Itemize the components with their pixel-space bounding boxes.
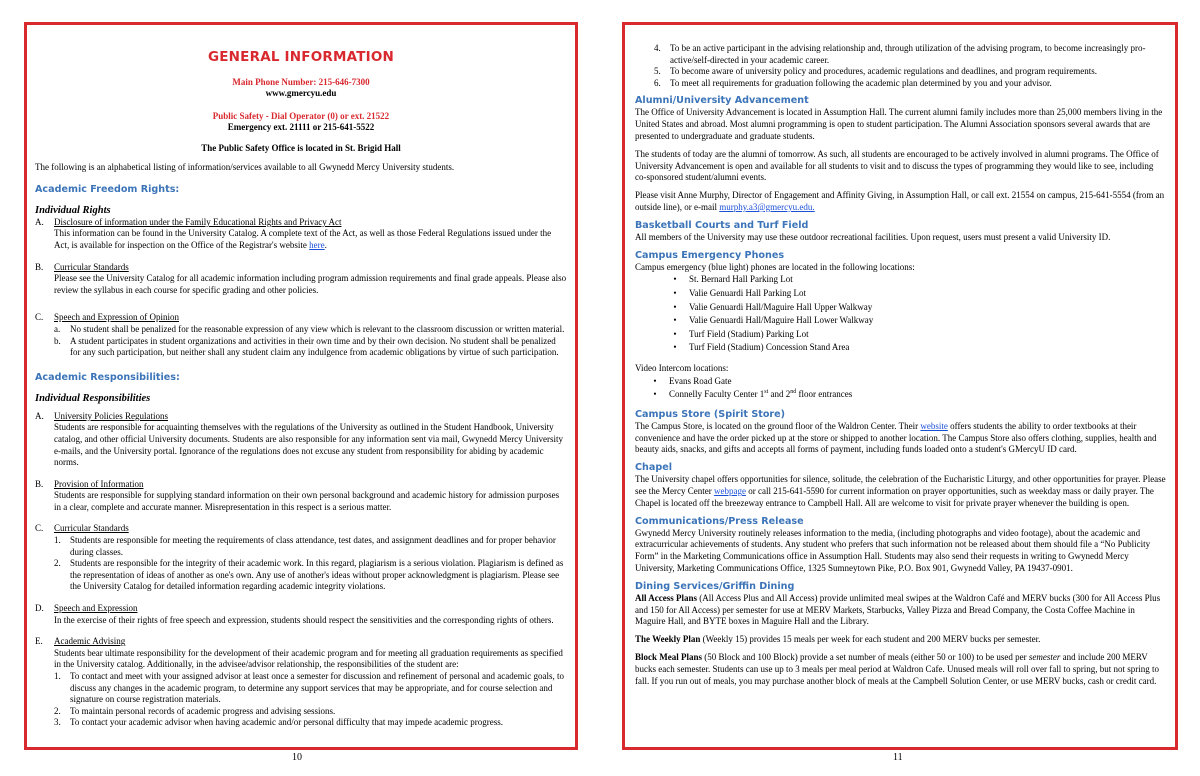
list-item: [671, 341, 1167, 355]
registrar-here-link[interactable]: here: [309, 239, 325, 250]
list-item-text: St. Bernard Hall Parking Lot: [689, 274, 793, 285]
list-item-text: Turf Field (Stadium) Parking Lot: [689, 328, 809, 339]
bullet-icon: •: [673, 342, 677, 353]
list-marker: 1.: [54, 671, 61, 682]
list-marker: C.: [35, 312, 44, 323]
list-marker: B.: [35, 478, 44, 489]
alumni-p2: The students of today are the alumni of tomorrow. As such, all students are encouraged to be actively involved in alumni programs. The Office of University Advancement is open and available for all students to visit and to discuss the types of programming they would like to see, including co-sponsored student/alumni events.: [635, 148, 1159, 183]
basketball-heading: Basketball Courts and Turf Field: [635, 219, 809, 231]
bold-text: Block Meal Plans: [635, 652, 702, 663]
bullet-icon: •: [673, 274, 677, 285]
sub-item-text: To contact your academic advisor when having academic and/or personal difficulty that may impede academic progress.: [70, 717, 504, 728]
list-item-text: Valie Genuardi Hall Parking Lot: [689, 287, 806, 298]
bold-text: All Access Plans: [635, 592, 697, 603]
resp-item-c: [35, 523, 567, 535]
sub-item: [35, 336, 567, 359]
bullet-icon: •: [673, 315, 677, 326]
list-marker: C.: [35, 523, 44, 534]
sub-item: [35, 706, 567, 718]
sub-item-text: No student shall be penalized for the reasonable expression of any view which is relevant to the classroom discussion or written material.: [70, 323, 565, 334]
list-marker: 2.: [54, 558, 61, 569]
list-marker: 4.: [654, 43, 661, 53]
emergency-phones-intro: Campus emergency (blue light) phones are located in the following locations:: [635, 261, 915, 272]
bold-text: The Weekly Plan: [635, 634, 701, 645]
list-item-text: Turf Field (Stadium) Concession Stand Area: [689, 342, 850, 353]
text-part: and 2: [768, 389, 791, 400]
list-item-text: Evans Road Gate: [669, 375, 732, 386]
dining-p3: [635, 652, 1167, 687]
body-text: The Campus Store, is located on the ground floor of the Waldron Center. Their: [635, 420, 921, 431]
list-marker: E.: [35, 636, 43, 647]
sub-item-text: To become aware of university policy and procedures, academic regulations and deadlines, and program requirements.: [670, 66, 1097, 77]
sub-item: [635, 66, 1167, 78]
resp-item-body: Students are responsible for supplying standard information on their own personal background and academic history for admission purposes in a clear, complete and accurate manner. Misrepresentation in this respect is a serious matter.: [54, 490, 560, 512]
page-number-left: 10: [292, 752, 302, 763]
dining-p2: [635, 634, 1167, 646]
sub-item: [35, 717, 567, 729]
resp-item-b: [35, 479, 567, 514]
bullet-icon: •: [673, 328, 677, 339]
left-page: [24, 22, 578, 750]
campus-store-heading: Campus Store (Spirit Store): [635, 408, 786, 420]
dining-heading: Dining Services/Griffin Dining: [635, 580, 795, 592]
bullet-icon: •: [653, 389, 657, 400]
individual-responsibilities-subhead: Individual Responsibilities: [35, 392, 151, 404]
list-marker: 3.: [54, 717, 61, 728]
italic-text: semester: [1028, 652, 1061, 663]
chapel-text: [635, 474, 1167, 509]
sub-item: [35, 671, 567, 706]
alumni-heading: Alumni/University Advancement: [635, 95, 809, 107]
main-phone: Main Phone Number: 215-646-7300: [232, 77, 370, 87]
resp-item-title: Curricular Standards: [54, 523, 129, 534]
resp-item-body: In the exercise of their rights of free speech and expression, students should respect the sensitivities and the corresponding rights of others.: [54, 614, 554, 625]
sub-item: [35, 535, 567, 558]
bullet-icon: •: [653, 375, 657, 386]
website-text: www.gmercyu.edu: [265, 88, 337, 98]
resp-item-title: Academic Advising: [54, 636, 126, 647]
academic-responsibilities-heading: Academic Responsibilities:: [35, 371, 180, 383]
individual-rights-subhead: Individual Rights: [35, 204, 111, 216]
resp-item-d: [35, 603, 567, 626]
list-item: [651, 375, 1167, 389]
sub-item-text: To maintain personal records of academic progress and advising sessions.: [70, 705, 336, 716]
body-text: and include 200 MERV bucks each semester. Students can use up to 3 meals per meal period at Waldron Cafe. Unused meals will roll over fall to spring, but not spring to fall. If you run out of meals, you may purchase another block of meals at the Campbell Solution Center, or use MERV bucks, cash or credit card.: [635, 652, 1159, 686]
emergency-line: Emergency ext. 21111 or 215-641-5522: [227, 122, 375, 132]
sub-item-text: Students are responsible for the integrity of their academic work. In this regard, plagiarism is a serious violation. Plagiarism is defined as the representation of ideas of another as one's own. Any use of another's ideas without proper acknowledgment is plagiarism. Please see the University Catalog for detailed information regarding academic integrity violations.: [70, 558, 564, 592]
list-marker: A.: [35, 410, 44, 421]
dining-p1: [635, 593, 1167, 628]
sub-item-text: To meet all requirements for graduation following the academic plan determined by you and your advisor.: [670, 77, 1052, 88]
list-marker: B.: [35, 261, 44, 272]
public-safety-location: The Public Safety Office is located in St. Brigid Hall: [201, 143, 401, 153]
punct: .: [324, 239, 327, 250]
alumni-p1: The Office of University Advancement is located in Assumption Hall. The current alumni family includes more than 25,000 members living in the United States and abroad. Most alumni programming is open to student participation. The Alumni Association sponsors several awards that are presented to undergraduate and graduate students.: [635, 107, 1163, 141]
page-title: GENERAL INFORMATION: [207, 49, 395, 65]
chapel-webpage-link[interactable]: webpage: [713, 486, 746, 497]
body-text: This information can be found in the University Catalog. A complete text of the Act, as well as those Federal Regulations issued under the Act, is available for inspection on the Office of the Registrar's website: [54, 228, 552, 250]
list-item: [671, 314, 1167, 328]
intercom-list: [635, 375, 1167, 402]
body-text: (Weekly 15) provides 15 meals per week for each student and 200 MERV bucks per semester.: [700, 634, 1041, 645]
chapel-heading: Chapel: [635, 462, 673, 474]
sub-item: [635, 78, 1167, 90]
sub-item-text: To be an active participant in the advising relationship and, through utilization of the advising program, to become increasingly pro-active/self-directed in your academic career.: [670, 43, 1146, 65]
resp-item-title: Provision of Information: [54, 478, 144, 489]
academic-freedom-heading: Academic Freedom Rights:: [35, 183, 180, 195]
resp-item-title: Speech and Expression: [54, 603, 138, 614]
sub-item: [35, 558, 567, 593]
list-item: [671, 287, 1167, 301]
text-part: Connelly Faculty Center 1: [669, 389, 765, 400]
body-text: (50 Block and 100 Block) provide a set number of meals (either 50 or 100) to be used per: [702, 652, 1029, 663]
rights-item-title: Speech and Expression of Opinion: [54, 312, 179, 323]
rights-item-title: Curricular Standards: [54, 261, 129, 272]
list-item: [671, 301, 1167, 315]
body-text: The University chapel offers opportunities for silence, solitude, the celebration of the Eucharistic Liturgy, and other opportunities for prayer. Please see the Mercy Center: [635, 474, 1166, 497]
rights-item-body: [54, 228, 567, 251]
body-text: (All Access Plus and All Access) provide unlimited meal swipes at the Waldron Café and MERV bucks (300 for All Access Plus and 150 for All Access) per semester for use at MERV Markets, Starbucks, Valley Pizza and Bread Company, the Costa Coffee Machine in Maguire Hall, and BYTE boxes in Maguire Hall and the Library.: [635, 592, 1161, 627]
sub-item-text: To contact and meet with your assigned advisor at least once a semester for discussion and refinement of personal and academic goals, to discuss any changes in the academic program, to determine any support services that may be appropriate, and for course selection and signature on course registration materials.: [70, 671, 564, 705]
email-link[interactable]: murphy.a3@gmercyu.edu.: [719, 201, 815, 212]
list-marker: D.: [35, 603, 44, 614]
resp-item-title: University Policies Regulations: [54, 410, 168, 421]
list-marker: 2.: [54, 705, 61, 716]
page-number-right: 11: [893, 752, 903, 763]
bullet-icon: •: [673, 287, 677, 298]
list-item: [671, 328, 1167, 342]
rights-item-c: [35, 312, 567, 324]
store-website-link[interactable]: website: [920, 420, 948, 431]
communications-text: Gwynedd Mercy University routinely releases information to the media, (including photographs and video footage), about the academic and extracurricular achievements of students. Any student who prefers that such information not be released about them should file a “No Publicity Form” in the Marketing Communications office in Assumption Hall. Students may also send their requests in writing to Gwynedd Mercy University, Marketing Communications Office, 1325 Sumneytown Pike, P.O. Box 901, Gwynedd Valley, PA 19437-0901.: [635, 527, 1151, 574]
rights-item-b: [35, 262, 567, 297]
sub-item: [35, 324, 567, 336]
body-text: offers students the ability to order textbooks at their convenience and have the order picked up at the store or shipped to another location. The Campus Store also offers clothing, supplies, health and beauty aids, snacks, and gifts and accepts all forms of payment, including funds loaded onto a student's GMercyU ID card.: [635, 420, 1157, 455]
list-item: [651, 388, 1167, 402]
list-item-text: Valie Genuardi Hall/Maguire Hall Upper Walkway: [689, 301, 873, 312]
resp-item-body: Students bear ultimate responsibility for the development of their academic program and for meeting all graduation requirements as specified in the University catalog. Additionally, in the advisee/advisor relationship, the responsibilities of the student are:: [54, 647, 563, 670]
resp-item-e: [35, 636, 567, 671]
rights-item-a: [35, 217, 567, 252]
right-page: [622, 22, 1178, 750]
list-item-text: Valie Genuardi Hall/Maguire Hall Lower Walkway: [689, 315, 874, 326]
list-marker: 5.: [654, 66, 661, 77]
body-text: or call 215-641-5590 for current information on prayer opportunities, such as weekday mass or daily prayer. The Chapel is located off the breezeway entrance to Campbell Hall. All are welcome to visit for private prayer whenever the building is open.: [635, 486, 1154, 508]
intercom-label: Video Intercom locations:: [635, 362, 729, 373]
list-marker: a.: [54, 323, 61, 334]
list-marker: 1.: [54, 535, 61, 546]
list-marker: A.: [35, 216, 44, 227]
phone-locations-list: [635, 273, 1167, 355]
superscript: nd: [790, 389, 797, 396]
emergency-phones-heading: Campus Emergency Phones: [635, 249, 785, 261]
resp-item-body: Students are responsible for acquainting themselves with the regulations of the University as outlined in the Student Handbook, University catalog, and other official University documents. Students are also responsible for any information sent via mail, Gwynedd Mercy University e-mails, and the University portal. Ignorance of the regulations does not excuse any student from responsibility for abiding by academic norms.: [54, 422, 563, 468]
public-safety-line: Public Safety - Dial Operator (0) or ext. 21522: [212, 111, 390, 121]
sub-item-text: A student participates in student organizations and activities in their own time and by their own decision. No student shall be penalized for any such participation, but neither shall any student claim any indulgence from academic obligations by virtue of such participation.: [70, 335, 559, 358]
rights-item-body: Please see the University Catalog for all academic information including program admission requirements and final grade appeals. Please also review the syllabus in each course for specific grading and other policies.: [54, 273, 567, 295]
list-item: [671, 273, 1167, 287]
list-marker: 6.: [654, 77, 661, 88]
basketball-text: All members of the University may use these outdoor recreational facilities. Upon request, users must present a valid University ID.: [635, 231, 1111, 242]
alumni-p3: [635, 190, 1167, 214]
rights-item-title: Disclosure of information under the Family Educational Rights and Privacy Act: [54, 216, 342, 227]
communications-heading: Communications/Press Release: [635, 515, 804, 527]
body-text: Please visit Anne Murphy, Director of Engagement and Affinity Giving, in Assumption Hall, or call ext. 21554 on campus, 215-641-5554 (from an outside line), or e-mail: [635, 190, 1165, 212]
sub-item: [635, 43, 1167, 66]
campus-store-text: [635, 421, 1167, 456]
resp-item-a: [35, 411, 567, 469]
intro-text: The following is an alphabetical listing of information/services available to all Gwynedd Mercy University students.: [35, 162, 455, 172]
sub-item-text: Students are responsible for meeting the requirements of class attendance, test dates, and assignment deadlines and for proper behavior during classes.: [70, 535, 556, 557]
text-part: floor entrances: [796, 389, 853, 400]
superscript: st: [764, 389, 769, 396]
list-marker: b.: [54, 335, 61, 346]
list-item-text: [659, 388, 852, 402]
bullet-icon: •: [673, 301, 677, 312]
